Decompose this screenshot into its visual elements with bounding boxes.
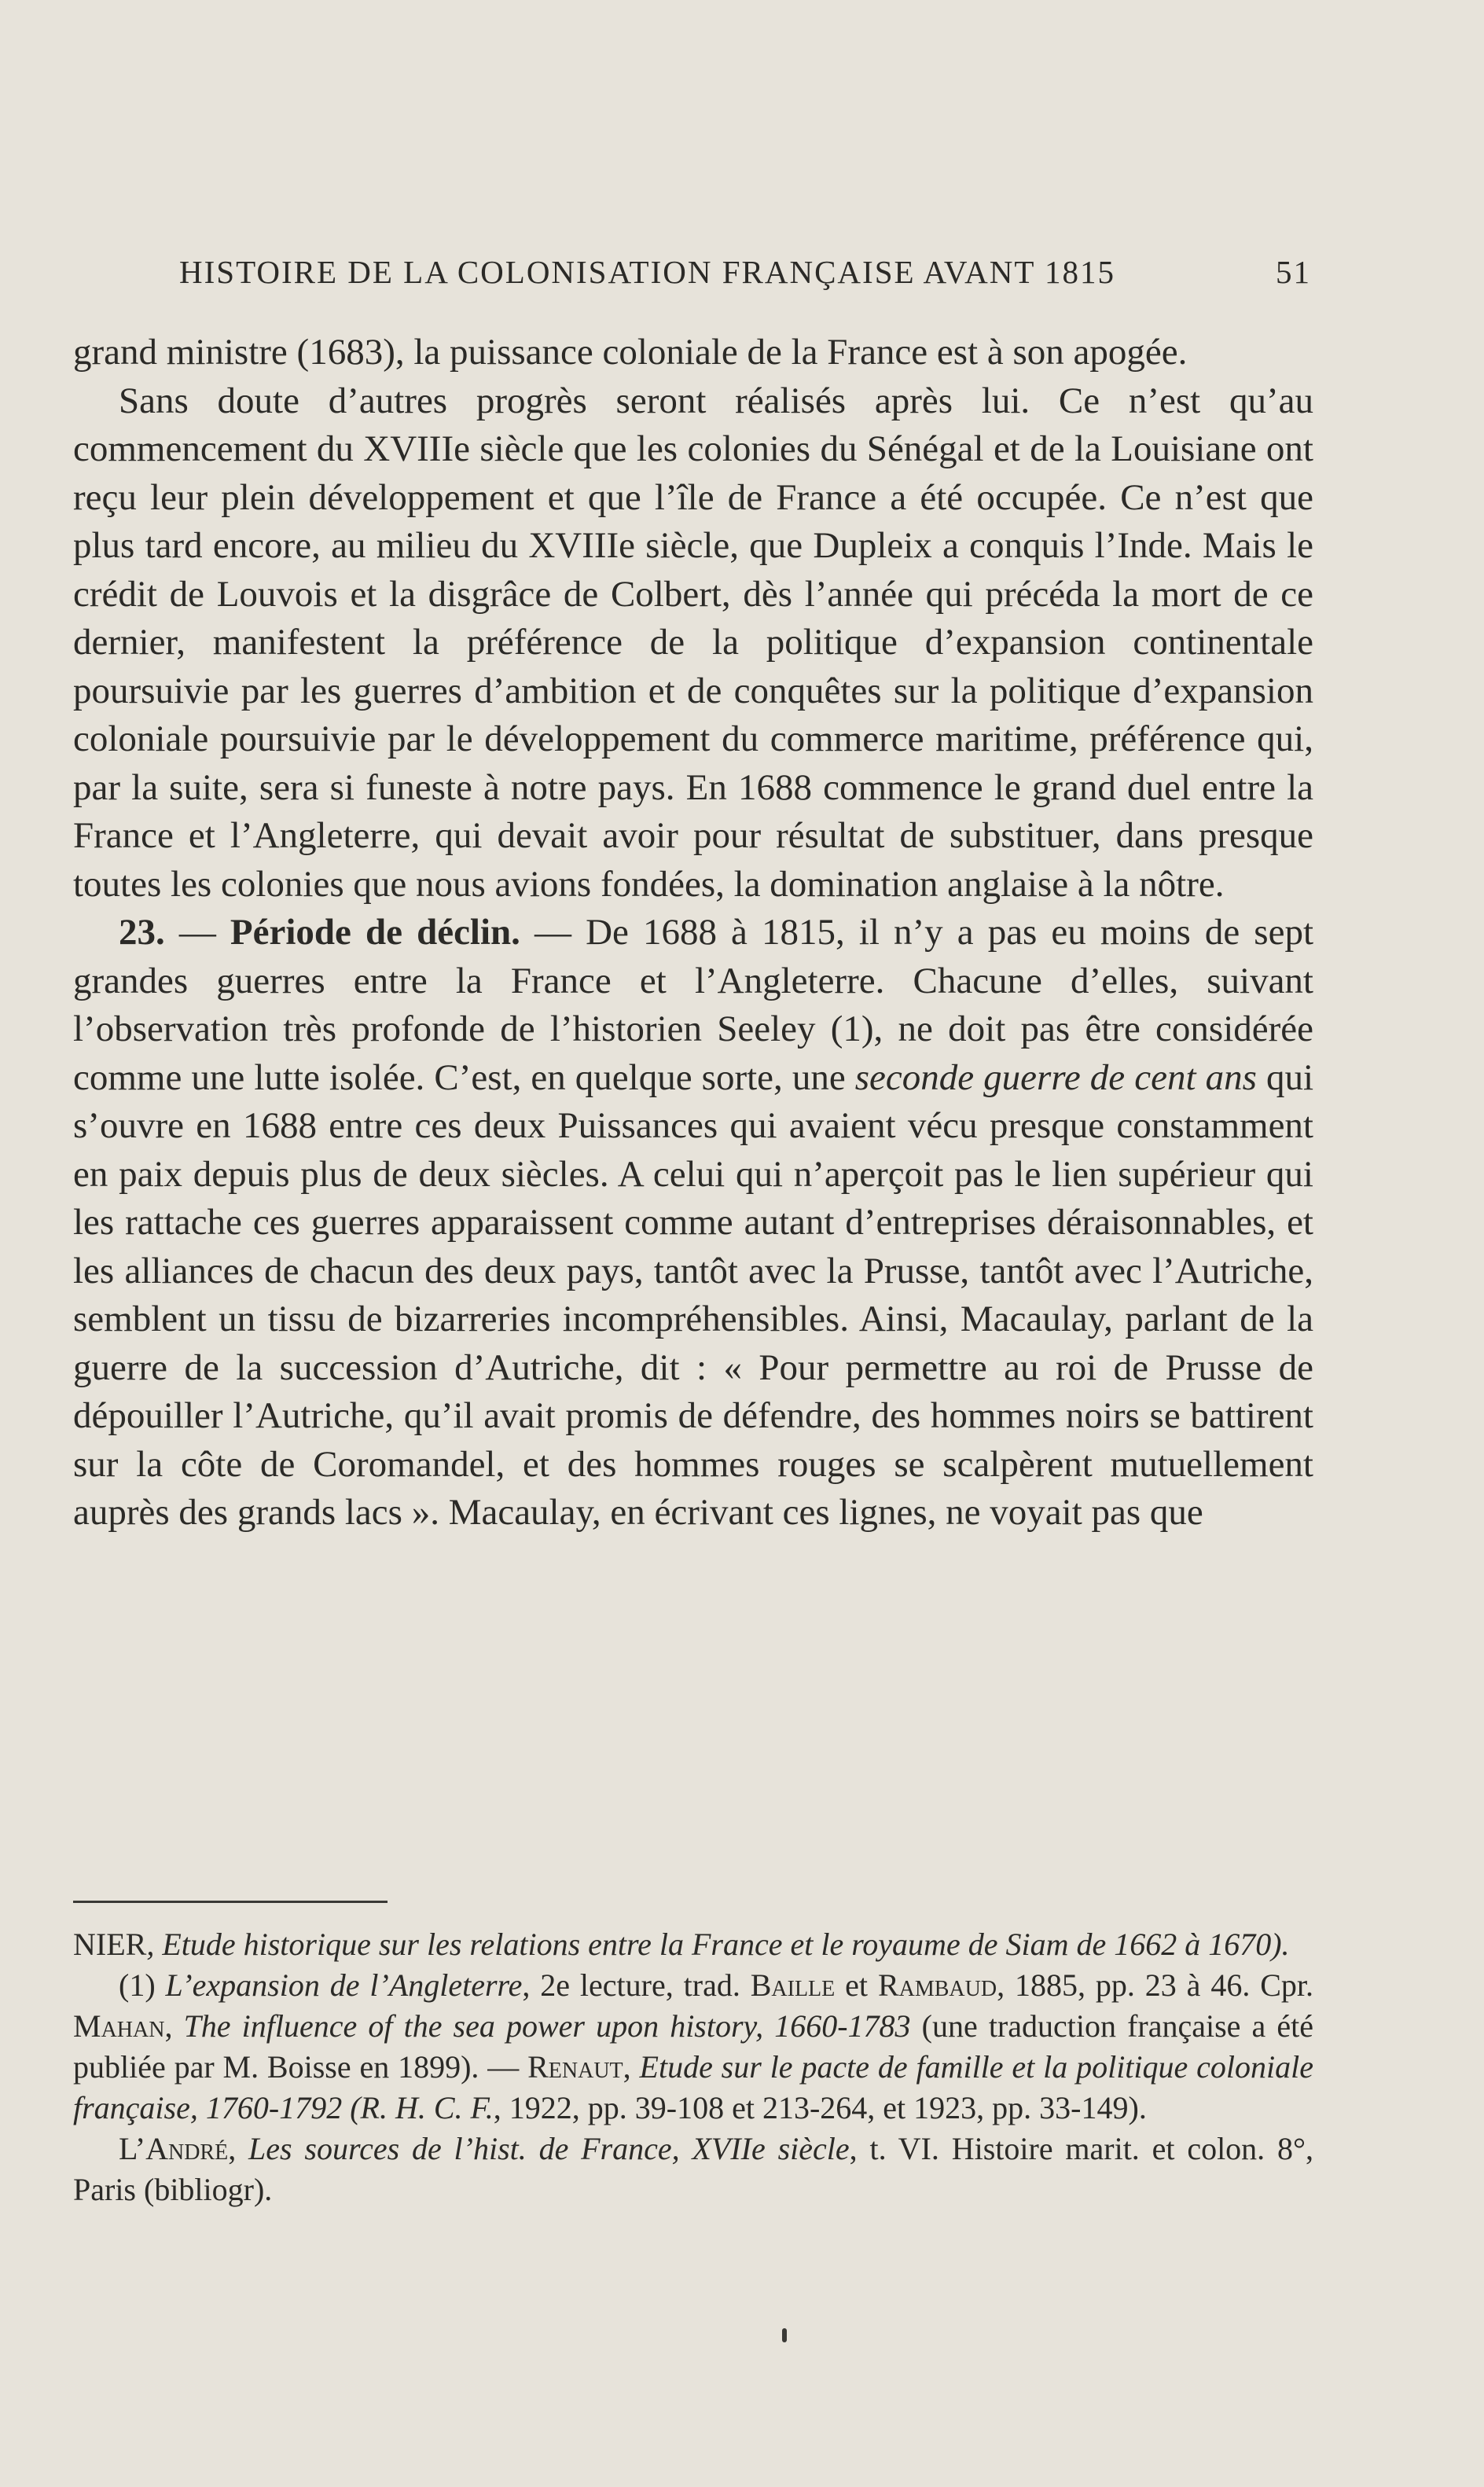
section-text-a: — De 1688 à 1815, il n’y a pas eu moins de sept grandes guerres entre la France et l’Angleterre. Chacune d’elles, suivant l’observation très profonde de l’historien Seeley (1), ne doit pas être considérée comme une lutte isolée. C’est, en quelque sorte, une — [73, 912, 1314, 1098]
fn1-b: , 1885, pp. 23 à 46. Cpr. — [997, 1967, 1314, 2003]
fn1-c: , — [164, 2008, 184, 2044]
ink-mark — [782, 2328, 787, 2342]
fn1-f: , 1922, pp. 39-108 et 213-264, et 1923, pp. 33-149). — [493, 2090, 1147, 2125]
fn1-mahan: Mahan — [73, 2008, 165, 2044]
fn1-d: (une traduction française a été publiée par M. Boisse en 1899). — — [73, 2008, 1314, 2085]
footnote-rule — [73, 1901, 388, 1903]
page-number: 51 — [1276, 254, 1311, 290]
fn1-a: , 2e lecture, trad. — [522, 1967, 751, 2003]
fn1-et: et — [835, 1967, 878, 2003]
fn1-baille: Baille — [750, 1967, 836, 2003]
footnote-continued — [73, 1924, 1313, 1965]
section-23 — [73, 909, 1313, 1537]
section-text-b: qui s’ouvre en 1688 entre ces deux Puissances qui avaient vécu presque constamment en paix depuis plus de deux siècles. A celui qui n’aperçoit pas le lien supérieur qui les rattache ces guerres apparaissent comme autant d’entreprises déraisonnables, et les alliances de chacun des deux pays, tantôt avec la Prusse, tantôt avec l’Autriche, semblent un tissu de bizarreries incompréhensibles. Ainsi, Macaulay, parlant de la guerre de la succession d’Autriche, dit : « Pour permettre au roi de Prusse de dépouiller l’Autriche, qu’il avait promis de défendre, des hommes noirs se battirent sur la côte de Coromandel, et des hommes rouges se scalpèrent mutuellement auprès des grands lacs ». Macaulay, en écrivant ces lignes, ne voyait pas que — [73, 1056, 1313, 1533]
section-number: 23. — [119, 912, 165, 953]
fn1-renaut: Renaut — [527, 2049, 623, 2085]
fn1-renaut-title: Etude sur le pacte de famille et la politique coloniale française, 1760-1792 (R. H. C. F. — [73, 2049, 1313, 2125]
footnotes — [73, 1924, 1313, 2210]
footnote-2 — [73, 2129, 1313, 2210]
section-title: Période de déclin. — [230, 912, 520, 953]
fn1-mark: (1) — [119, 1967, 166, 2003]
footnote-1 — [73, 1965, 1313, 2129]
fn1-e: , — [623, 2049, 640, 2085]
paragraph-2: Sans doute d’autres progrès seront réalisés après lui. Ce n’est qu’au commencement du XVIIIe siècle que les colonies du Sénégal et de la Louisiane ont reçu leur plein développement et que l’île de France a été occupée. Ce n’est que plus tard encore, au milieu du XVIIIe siècle, que Dupleix a conquis l’Inde. Mais le crédit de Louvois et la disgrâce de Colbert, dès l’année qui précéda la mort de ce dernier, manifestent la préférence de la politique d’expansion continentale poursuivie par les guerres d’ambition et de conquêtes sur la politique d’expansion coloniale poursuivie par le développement du commerce maritime, préférence qui, par la suite, sera si funeste à notre pays. En 1688 commence le grand duel entre la France et l’Angleterre, qui devait avoir pour résultat de substituer, dans presque toutes les colonies que nous avions fondées, la domination anglaise à la nôtre. — [73, 380, 1313, 905]
fn0-author: NIER — [73, 1927, 147, 1962]
main-text — [73, 329, 1313, 1537]
fn2-andre: L’André — [119, 2131, 229, 2166]
fn2-b: , t. VI. Histoire marit. et colon. 8°, Paris (bibliogr). — [73, 2131, 1314, 2207]
running-title: HISTOIRE DE LA COLONISATION FRANÇAISE AVANT 1815 — [179, 254, 1115, 290]
paragraph-1: grand ministre (1683), la puissance coloniale de la France est à son apogée. — [73, 332, 1188, 373]
fn1-mahan-title: The influence of the sea power upon history, 1660-1783 — [183, 2008, 911, 2044]
fn1-title: L’expansion de l’Angleterre — [165, 1967, 523, 2003]
fn1-rambaud: Rambaud — [877, 1967, 997, 2003]
section-italic: seconde guerre de cent ans — [854, 1056, 1257, 1098]
section-dash: — — [164, 912, 230, 953]
fn0-text: , Etude historique sur les relations entre la France et le royaume de Siam de 1662 à 1670). — [146, 1927, 1290, 1962]
fn2-a: , — [228, 2131, 249, 2166]
fn2-title: Les sources de l’hist. de France, XVIIe siècle — [248, 2131, 850, 2166]
running-header — [179, 250, 1311, 294]
